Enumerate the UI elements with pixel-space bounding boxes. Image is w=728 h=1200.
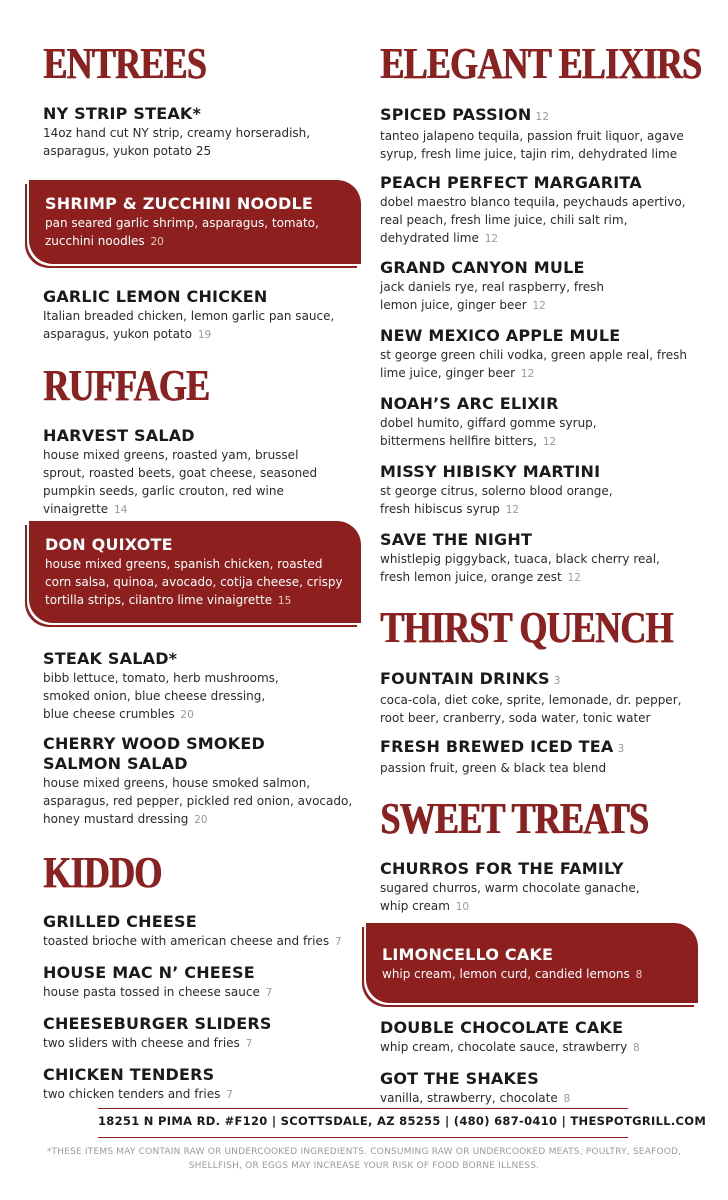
elegant-elixirs-heading: ELEGANT ELIXIRS [380, 39, 701, 88]
entrees-heading: ENTREES [43, 39, 206, 88]
item-name: FRESH BREWED ICED TEA 3 [380, 737, 625, 756]
menu-item-spiced-passion [380, 105, 695, 163]
item-name: MISSY HIBISKY MARTINI [380, 462, 601, 481]
menu-item-garlic-lemon-chicken [43, 287, 343, 344]
item-desc: dobel maestro blanco tequila, peychauds apertivo, real peach, fresh lime juice, chili salt rim, dehydrated lime 12 [380, 195, 686, 245]
item-name: PEACH PERFECT MARGARITA [380, 173, 642, 192]
item-name: NEW MEXICO APPLE MULE [380, 326, 621, 345]
menu-item-churros [380, 859, 650, 916]
item-name: SHRIMP & ZUCCHINI NOODLE [45, 194, 314, 213]
item-price: 7 [226, 1089, 233, 1101]
item-desc: jack daniels rye, real raspberry, fresh lemon juice, ginger beer 12 [380, 280, 605, 312]
item-desc: whistlepig piggyback, tuaca, black cherry real, fresh lemon juice, orange zest 12 [380, 552, 660, 584]
item-desc: passion fruit, green & black tea blend [380, 761, 607, 775]
featured-item-don-quixote [29, 521, 361, 623]
item-name: GARLIC LEMON CHICKEN [43, 287, 268, 306]
menu-item-double-chocolate-cake [380, 1018, 695, 1057]
item-name: GOT THE SHAKES [380, 1069, 539, 1088]
footer-divider-top [98, 1108, 628, 1109]
item-price: 12 [520, 368, 535, 380]
menu-item-ny-strip [43, 104, 343, 160]
item-price: 12 [542, 436, 557, 448]
item-name: FOUNTAIN DRINKS 3 [380, 669, 561, 688]
item-desc: toasted brioche with american cheese and fries 7 [43, 934, 342, 948]
menu-item-chicken-tenders [43, 1065, 353, 1104]
menu-item-grilled-cheese [43, 912, 353, 951]
item-name: CHURROS FOR THE FAMILY [380, 859, 624, 878]
item-price: 19 [197, 329, 212, 341]
item-price: 12 [535, 111, 550, 123]
item-desc: Italian breaded chicken, lemon garlic pan sauce, asparagus, yukon potato 19 [43, 309, 335, 341]
item-name: HARVEST SALAD [43, 426, 195, 445]
menu-item-mac-n-cheese [43, 963, 353, 1002]
item-price: 3 [553, 675, 561, 687]
item-price: 14 [114, 504, 128, 516]
food-safety-disclaimer: *THESE ITEMS MAY CONTAIN RAW OR UNDERCOOKED INGREDIENTS. CONSUMING RAW OR UNDERCOOKED MEATS, POULTRY, SEAFOOD, SHELLFISH, OR EGGS MAY INCREASE YOUR RISK OF FOOD BORNE ILLNESS. [46, 1147, 682, 1171]
menu-item-steak-salad [43, 649, 293, 724]
item-price: 20 [194, 814, 208, 826]
item-desc: whip cream, lemon curd, candied lemons 8 [382, 967, 643, 981]
item-desc: house mixed greens, house smoked salmon, asparagus, red pepper, pickled red onion, avocado, honey mustard dressing 20 [43, 776, 353, 826]
menu-item-fountain-drinks [380, 669, 695, 727]
item-desc: sugared churros, warm chocolate ganache, whip cream 10 [380, 881, 640, 913]
item-price: 7 [334, 936, 342, 948]
menu-item-harvest-salad [43, 426, 343, 519]
item-price: 8 [563, 1093, 571, 1105]
item-name: CHEESEBURGER SLIDERS [43, 1014, 272, 1033]
menu-item-got-the-shakes [380, 1069, 695, 1108]
menu-item-noahs-arc-elixir [380, 394, 630, 451]
item-name: SAVE THE NIGHT [380, 530, 533, 549]
item-desc: coca-cola, diet coke, sprite, lemonade, dr. pepper, root beer, cranberry, soda water, tonic water [380, 693, 682, 725]
item-name-line2: SALMON SALAD [43, 754, 188, 773]
featured-item-shrimp [29, 180, 361, 264]
item-desc: tanteo jalapeno tequila, passion fruit liquor, agave syrup, fresh lime juice, tajin rim, dehydrated lime [380, 129, 684, 161]
menu-item-new-mexico-apple-mule [380, 326, 695, 383]
item-desc: dobel humito, giffard gomme syrup, bittermens hellfire bitters, 12 [380, 416, 597, 448]
thirst-quench-heading: THIRST QUENCH [380, 603, 673, 652]
item-desc: house pasta tossed in cheese sauce 7 [43, 985, 273, 999]
menu-item-grand-canyon-mule [380, 258, 620, 315]
kiddo-heading: KIDDO [43, 848, 162, 897]
item-name: SPICED PASSION 12 [380, 105, 550, 124]
featured-item-limoncello-cake [366, 923, 698, 1003]
ruffage-heading: RUFFAGE [43, 361, 209, 410]
item-desc: vanilla, strawberry, chocolate 8 [380, 1091, 571, 1105]
item-name: STEAK SALAD* [43, 649, 178, 668]
item-price: 12 [484, 233, 499, 245]
item-name: GRILLED CHEESE [43, 912, 197, 931]
item-price: 15 [277, 595, 292, 607]
item-price: 3 [617, 743, 625, 755]
item-name: DOUBLE CHOCOLATE CAKE [380, 1018, 624, 1037]
item-name: NY STRIP STEAK* [43, 104, 202, 123]
item-desc: 14oz hand cut NY strip, creamy horseradish, asparagus, yukon potato 25 [43, 126, 311, 158]
item-price: 12 [567, 572, 581, 584]
item-price: 8 [635, 969, 643, 981]
footer-address: 18251 N PIMA RD. #F120 | SCOTTSDALE, AZ 85255 | (480) 687-0410 | THESPOTGRILL.COM [98, 1114, 707, 1128]
item-name: GRAND CANYON MULE [380, 258, 585, 277]
menu-item-cheeseburger-sliders [43, 1014, 353, 1053]
item-price: 12 [532, 300, 546, 312]
item-name: LIMONCELLO CAKE [382, 945, 554, 964]
item-name-line1: CHERRY WOOD SMOKED [43, 734, 265, 753]
item-desc: two sliders with cheese and fries 7 [43, 1036, 253, 1050]
item-name: CHICKEN TENDERS [43, 1065, 215, 1084]
item-name: DON QUIXOTE [45, 535, 173, 554]
item-desc: house mixed greens, spanish chicken, roasted corn salsa, quinoa, avocado, cotija cheese, crispy tortilla strips, cilantro lime vinaigrette 15 [45, 557, 343, 607]
item-desc: bibb lettuce, tomato, herb mushrooms, smoked onion, blue cheese dressing, blue cheese crumbles 20 [43, 671, 279, 721]
item-desc: house mixed greens, roasted yam, brussel sprout, roasted beets, goat cheese, seasoned pumpkin seeds, garlic crouton, red wine vinaigrette 14 [43, 448, 318, 516]
item-price: 8 [633, 1042, 640, 1054]
item-desc: whip cream, chocolate sauce, strawberry 8 [380, 1040, 640, 1054]
menu-item-iced-tea [380, 737, 695, 777]
item-desc: pan seared garlic shrimp, asparagus, tomato, zucchini noodles 20 [45, 216, 319, 248]
item-price: 10 [455, 901, 470, 913]
item-price: 7 [245, 1038, 253, 1050]
item-desc: st george citrus, solerno blood orange, fresh hibiscus syrup 12 [380, 484, 613, 516]
menu-item-save-the-night [380, 530, 680, 587]
sweet-treats-heading: SWEET TREATS [380, 794, 648, 843]
footer-divider-bottom [98, 1137, 628, 1138]
menu-item-missy-hibisky-martini [380, 462, 640, 519]
item-desc: two chicken tenders and fries 7 [43, 1087, 233, 1101]
item-price: 20 [150, 236, 164, 248]
item-price: 7 [265, 987, 273, 999]
item-price: 20 [180, 709, 194, 721]
menu-item-peach-perfect-margarita [380, 173, 695, 248]
item-desc: st george green chili vodka, green apple real, fresh lime juice, ginger beer 12 [380, 348, 688, 380]
item-name: HOUSE MAC N’ CHEESE [43, 963, 255, 982]
item-name: NOAH’S ARC ELIXIR [380, 394, 559, 413]
item-price: 12 [505, 504, 520, 516]
menu-item-salmon-salad [43, 734, 353, 829]
